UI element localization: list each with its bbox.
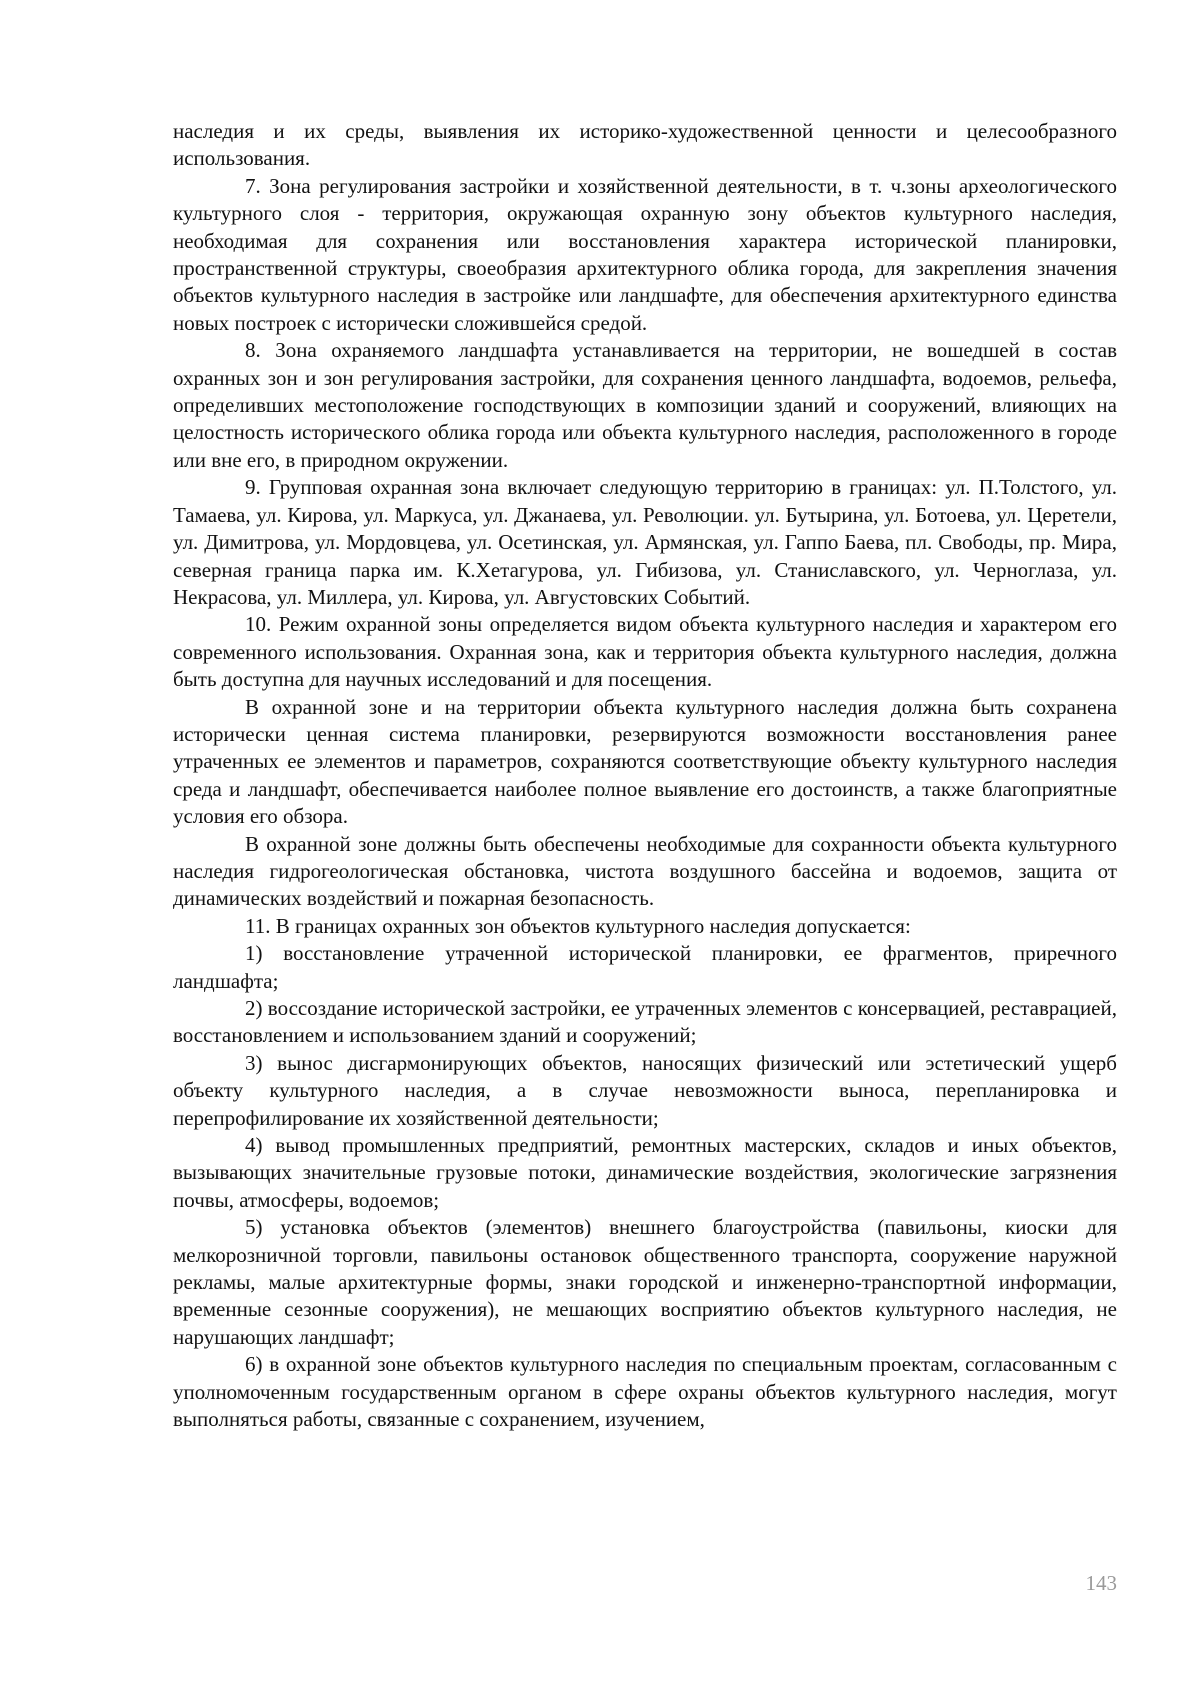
- list-item-2: 2) воссоздание исторической застройки, ее утраченных элементов с консервацией, реставрацией, восстановлением и использованием зданий и сооружений;: [173, 996, 1117, 1048]
- paragraph-item-10: 10. Режим охранной зоны определяется видом объекта культурного наследия и характером его современного использования. Охранная зона, как и территория объекта культурного наследия, должна быть доступна для научных исследований и для посещения.: [173, 612, 1117, 692]
- document-body: [173, 118, 1117, 1434]
- list-item-1: 1) восстановление утраченной исторической планировки, ее фрагментов, приречного ландшафта;: [173, 941, 1117, 993]
- paragraph-item-11: 11. В границах охранных зон объектов культурного наследия допускается:: [245, 913, 911, 938]
- page-number: 143: [1085, 1571, 1117, 1595]
- paragraph-item-8: 8. Зона охраняемого ландшафта устанавливается на территории, не вошедшей в состав охранных зон и зон регулирования застройки, для сохранения ценного ландшафта, водоемов, рельефа, определивших местоположение господствующих в композиции зданий и сооружений, влияющих на целостность исторического облика города или объекта культурного наследия, расположенного в городе или вне его, в природном окружении.: [173, 338, 1117, 472]
- paragraph-protection-zone-system: В охранной зоне и на территории объекта культурного наследия должна быть сохранена исторически ценная система планировки, резервируются возможности восстановления ранее утраченных ее элементов и параметров, сохраняются соответствующие объекту культурного наследия среда и ландшафт, обеспечивается наиболее полное выявление его достоинств, а также благоприятные условия его обзора.: [173, 694, 1117, 829]
- paragraph-item-7: 7. Зона регулирования застройки и хозяйственной деятельности, в т. ч.зоны археологического культурного слоя - территория, окружающая охранную зону объектов культурного наследия, необходимая для сохранения или восстановления характера исторической планировки, пространственной структуры, своеобразия архитектурного облика города, для закрепления значения объектов культурного наследия в застройке или ландшафте, для обеспечения архитектурного единства новых построек с исторически сложившейся средой.: [173, 173, 1117, 335]
- list-item-5: 5) установка объектов (элементов) внешнего благоустройства (павильоны, киоски для мелкорозничной торговли, павильоны остановок общественного транспорта, сооружение наружной рекламы, малые архитектурные формы, знаки городской и инженерно-транспортной информации, временные сезонные сооружения), не мешающих восприятию объектов культурного наследия, не нарушающих ландшафт;: [173, 1215, 1117, 1349]
- paragraph-protection-zone-conditions: В охранной зоне должны быть обеспечены необходимые для сохранности объекта культурного наследия гидрогеологическая обстановка, чистота воздушного бассейна и водоемов, защита от динамических воздействий и пожарная безопасность.: [173, 831, 1117, 911]
- list-item-6: 6) в охранной зоне объектов культурного наследия по специальным проектам, согласованным с уполномоченным государственным органом в сфере охраны объектов культурного наследия, могут выполняться работы, связанные с сохранением, изучением,: [173, 1352, 1117, 1432]
- list-item-3: 3) вынос дисгармонирующих объектов, наносящих физический или эстетический ущерб объекту культурного наследия, а в случае невозможности выноса, перепланировка и перепрофилирование их хозяйственной деятельности;: [173, 1050, 1117, 1130]
- list-item-4: 4) вывод промышленных предприятий, ремонтных мастерских, складов и иных объектов, вызывающих значительные грузовые потоки, динамические воздействия, экологические загрязнения почвы, атмосферы, водоемов;: [173, 1133, 1117, 1212]
- paragraph-item-9: 9. Групповая охранная зона включает следующую территорию в границах: ул. П.Толстого, ул. Тамаева, ул. Кирова, ул. Маркуса, ул. Джанаева, ул. Революции. ул. Бутырина, ул. Ботоева, ул. Церетели, ул. Димитрова, ул. Мордовцева, ул. Осетинская, ул. Армянская, ул. Гаппо Баева, пл. Свободы, пр. Мира, северная граница парка им. К.Хетагурова, ул. Гибизова, ул. Станиславского, ул. Черноглаза, ул. Некрасова, ул. Миллера, ул. Кирова, ул. Августовских Событий.: [173, 475, 1117, 609]
- paragraph-continuation: наследия и их среды, выявления их историко-художественной ценности и целесообразного использования.: [173, 119, 1117, 171]
